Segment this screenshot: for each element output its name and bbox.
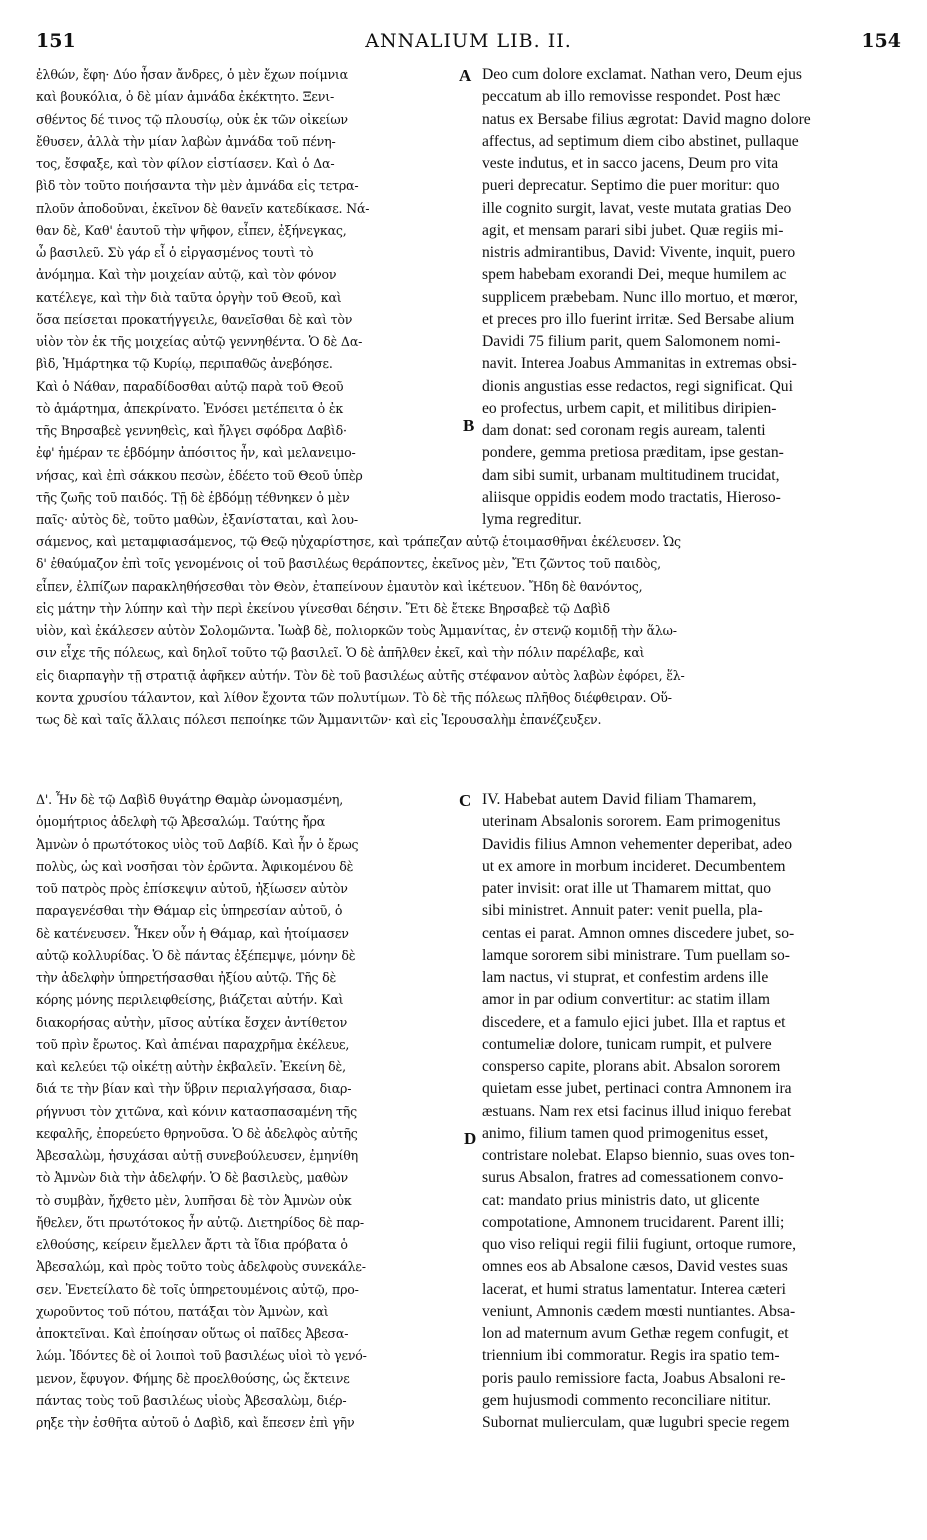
text-line: quietam esse jubet, pertinaci contra Amnonem ira <box>482 1080 792 1098</box>
text-line: et preces pro illo fuerint irritæ. Sed Bersabe alium <box>482 310 795 328</box>
text-line: τὸ Ἀμνὼν διὰ τὴν ἀδελφήν. Ὁ δὲ βασιλεὺς, μαθὼν <box>36 1170 348 1186</box>
text-line: natus ex Bersabe filius ægrotat: David magno dolore <box>482 110 811 128</box>
text-line: veste indutus, et in sacco jacens, Deum pro vita <box>482 155 779 172</box>
text-line: θαν δὲ, Καθ' ἑαυτοῦ τὴν ψῆφον, εἶπεν, ἐξήνεγκας, <box>36 222 347 238</box>
text-line: μενον, ἔφυγον. Φήμης δὲ προελθούσης, ὡς ἔκτεινε <box>36 1370 350 1386</box>
text-line: Davidi 75 filium parit, quem Salomonem nomi- <box>482 333 781 350</box>
text-line: cat: mandato prius ministris dato, ut glicente <box>482 1191 760 1209</box>
text-line: τὸ ἁμάρτημα, ἀπεκρίνατο. Ἐνόσει μετέπειτα ὁ ἐκ <box>36 400 344 416</box>
latin-column-bottom <box>482 789 910 1434</box>
text-line: κοντα χρυσίου τάλαντον, καὶ λίθον ἔχοντα τῶν πολυτίμων. Τὸ δὲ τῆς πόλεως πλῆθος διέφθειραν. Οὕ- <box>36 689 672 705</box>
text-line: dam sibi sumit, urbanam multitudinem trucidat, <box>482 466 780 484</box>
text-line: τοῦ πρὶν ἔρωτος. Καὶ ἀπιέναι παραχρῆμα ἐκέλευε, <box>36 1036 350 1052</box>
text-line: sibi ministret. Annuit pater: venit puella, pla- <box>482 902 763 920</box>
greek-column-top <box>36 64 454 531</box>
text-line: uterinam Absalonis sororem. Eam primogenitus <box>482 813 781 831</box>
page-header <box>36 30 901 54</box>
text-line: πάντας τοὺς τοῦ βασιλέως υἱοὺς Ἀβεσαλὼμ, διέρ- <box>36 1392 347 1408</box>
text-line: nistris admirantibus, David: Vivente, inquit, puero <box>482 244 796 261</box>
text-line: εἰς διαρπαγὴν τῇ στρατιᾷ ἀφῆκεν αὐτήν. Τὸν δὲ τοῦ βασιλέως αὐτῆς στέφανον αὐτὸς λαβὼν ἐφόρει, ἕλ- <box>36 667 685 683</box>
text-line: τὴν ἀδελφὴν ὑπηρετήσασθαι ἠξίου αὐτῷ. Τῆς δὲ <box>36 970 337 985</box>
text-line: ὅσα πείσεται προκατήγγειλε, θανεῖσθαι δὲ καὶ τὸν <box>36 311 353 327</box>
text-line: κατέλεγε, καὶ τὴν διὰ ταῦτα ὀργὴν τοῦ Θεοῦ, καὶ <box>36 289 342 305</box>
text-line: IV. Habebat autem David filiam Thamarem, <box>482 791 757 808</box>
text-line: animo, filium tamen quod primogenitus esset, <box>482 1124 769 1142</box>
text-line: ille cognito surgit, lavat, veste mutata gratias Deo <box>482 199 792 217</box>
text-line: σάμενος, καὶ μεταμφιασάμενος, τῷ Θεῷ ηὐχαρίστησε, καὶ τράπεζαν αὐτῷ ἑτοιμασθῆναι ἐκέλευσεν. Ὡς <box>36 534 681 549</box>
text-line: lam nactus, vi stuprat, et confestim ardens ille <box>482 969 769 986</box>
text-line: εἶπεν, ἐλπίζων παρακληθήσεσθαι τὸν Θεὸν, ἐταπείνουν ἐμαυτὸν καὶ ἱκέτευον. Ἤδη δὲ θανόντος, <box>36 578 643 594</box>
text-line: peccatum ab illo removisse respondet. Post hæc <box>482 88 781 106</box>
text-line: Δ'. Ἦν δὲ τῷ Δαβὶδ θυγάτηρ Θαμὰρ ὠνομασμένη, <box>36 792 344 807</box>
text-line: διά τε τὴν βίαν καὶ τὴν ὕβριν περιαλγήσασα, διαρ- <box>36 1081 352 1097</box>
text-line: Ἀβεσαλὼμ, ἡσυχάσαι αὐτῇ συνεβούλευσεν, ἐμηνίθη <box>36 1148 359 1163</box>
text-line: υἱὸν τὸν ἐκ τῆς μοιχείας αὐτῷ γεννηθέντα. Ὁ δὲ Δα- <box>36 334 363 349</box>
text-line: ρηξε τὴν ἐσθῆτα αὐτοῦ ὁ Δαβὶδ, καὶ ἔπεσεν ἐπὶ γῆν <box>36 1415 355 1430</box>
text-line: discedere, et a famulo ejici jubet. Illa et raptus et <box>482 1013 786 1031</box>
text-line: dionis angustias esse redactos, regi significat. Qui <box>482 377 793 395</box>
latin-column-top <box>482 64 910 531</box>
text-line: βὶδ τὸν τοῦτο ποιήσαντα τὴν μὲν ἀμνάδα εἰς τετρα- <box>36 178 359 194</box>
text-line: βὶδ, Ἡμάρτηκα τῷ Κυρίῳ, περιπαθῶς ἀνεβόησε. <box>36 356 333 372</box>
text-line: δὲ κατένευσεν. Ἧκεν οὖν ἡ Θάμαρ, καὶ ἡτοίμασεν <box>36 925 349 941</box>
text-line: contumeliæ dolore, tunicam rumpit, et pulvere <box>482 1035 772 1053</box>
text-line: υἱὸν, καὶ ἐκάλεσεν αὐτὸν Σολομῶντα. Ἰωὰβ δὲ, πολιορκῶν τοὺς Ἀμμανίτας, ἐν στενῷ κομιδῇ τὴν ἅλω- <box>36 623 677 638</box>
text-line: compotatione, Amnonem trucidarent. Parent illi; <box>482 1213 785 1231</box>
text-line: navit. Interea Joabus Ammanitas in extremas obsi- <box>482 355 797 373</box>
text-line: lamque sororem sibi ministrare. Tum puellam so- <box>482 946 790 964</box>
greek-full-width-block <box>36 531 910 731</box>
text-line: δ' ἐθαύμαζον ἐπὶ τοῖς γενομένοις οἱ τοῦ βασιλέως θεράποντες, ἐκεῖνος μὲν, Ἔτι ζῶντος τοῦ παιδὸς, <box>36 556 661 572</box>
text-line: pater invisit: orat ille ut Thamarem mittat, quo <box>482 880 771 897</box>
text-line: ελθούσης, κείρειν ἔμελλεν ἄρτι τὰ ἴδια πρόβατα ὁ <box>36 1237 348 1252</box>
text-line: ut ex amore in morbum incideret. Decumbentem <box>482 857 786 875</box>
text-line: πολὺς, ὡς καὶ νοσῆσαι τὸν ἐρῶντα. Ἀφικομένου δὲ <box>36 858 354 874</box>
text-line: τοῦ πατρὸς πρὸς ἐπίσκεψιν αὐτοῦ, ἠξίωσεν αὐτὸν <box>36 881 348 896</box>
text-line: διακορήσας αὐτὴν, μῖσος αὐτίκα ἔσχεν ἀντίθετον <box>36 1014 348 1030</box>
text-line: ἐφ' ἡμέραν τε ἑβδόμην ἀπόσιτος ἦν, καὶ μελανειμο- <box>36 445 356 461</box>
text-line: æstuans. Nam rex etsi facinus illud iniquo ferebat <box>482 1102 792 1120</box>
text-line: ἀνόμημα. Καὶ τὴν μοιχείαν αὐτῷ, καὶ τὸν φόνον <box>36 267 337 283</box>
margin-letter-c: C <box>459 791 472 810</box>
text-line: τῆς ζωῆς τοῦ παιδός. Τῇ δὲ ἑβδόμῃ τέθνηκεν ὁ μὲν <box>36 489 350 505</box>
text-line: Subornat mulierculam, quæ lugubri specie regem <box>482 1414 790 1431</box>
text-line: Ἀμνὼν ὁ πρωτότοκος υἱὸς τοῦ Δαβίδ. Καὶ ἦν ὁ ἔρως <box>36 836 359 852</box>
text-line: σεν. Ἐνετείλατο δὲ τοῖς ὑπηρετουμένοις αὐτῷ, προ- <box>36 1281 359 1297</box>
text-line: supplicem præbebam. Nunc illo mortuo, et mœror, <box>482 288 798 306</box>
text-line: ἔθυσεν, ἀλλὰ τὴν μίαν λαβὼν ἀμνάδα τοῦ πένη- <box>36 133 336 149</box>
text-line: dam donat: sed coronam regis auream, talenti <box>482 422 766 439</box>
text-line: καὶ κελεύει τῷ οἰκέτῃ αὐτὴν ἐκβαλεῖν. Ἐκείνη δὲ, <box>36 1059 346 1074</box>
text-line: πλοῦν ἀποδοῦναι, ἐκεῖνον δὲ θανεῖν κατεδίκασε. Νά- <box>36 200 370 216</box>
text-line: ρήγνυσι τὸν χιτῶνα, καὶ κόνιν κατασπασαμένη τῆς <box>36 1103 357 1119</box>
text-line: veniunt, Amnonis cædem mœsti nuntiantes. Absa- <box>482 1302 796 1320</box>
text-line: Deo cum dolore exclamat. Nathan vero, Deum ejus <box>482 66 802 83</box>
text-line: lacerat, et humi stratus lamentatur. Interea cæteri <box>482 1280 786 1298</box>
text-line: pondere, gemma pretiosa præditam, ipse gestan- <box>482 444 784 462</box>
text-line: ὦ βασιλεῦ. Σὺ γάρ εἶ ὁ εἰργασμένος τουτὶ τὸ <box>36 245 314 260</box>
text-line: poris paulo remissiore facta, Joabus Absaloni re- <box>482 1369 786 1387</box>
text-line: agit, et mensam parari sibi jubet. Quæ regiis mi- <box>482 221 784 239</box>
text-line: εἰς μάτην τὴν λύπην καὶ τὴν περὶ ἐκείνου γίνεσθαι δέησιν. Ἔτι δὲ ἔτεκε Βηρσαβεὲ τῷ Δαβὶδ <box>36 600 610 616</box>
text-line: contristare nolebat. Elapso biennio, suas oves ton- <box>482 1147 795 1164</box>
text-line: σθέντος δέ τινος τῷ πλουσίῳ, οὐκ ἐκ τῶν οἰκείων <box>36 111 348 127</box>
margin-letter-b: B <box>463 416 475 435</box>
text-line: centas ei parat. Amnon omnes discedere jubet, so- <box>482 924 795 942</box>
greek-column-bottom <box>36 789 454 1434</box>
text-line: αὐτῷ κολλυρίδας. Ὁ δὲ πάντας ἐξέπεμψε, μόνην δὲ <box>36 947 356 963</box>
text-line: παῖς· αὐτὸς δὲ, τοῦτο μαθὼν, ἐξανίσταται, καὶ λου- <box>36 512 358 527</box>
text-line: τὸ συμβὰν, ἤχθετο μὲν, λυπῆσαι δὲ τὸν Ἀμνὼν οὐκ <box>36 1192 352 1208</box>
margin-letter-d: D <box>464 1129 477 1148</box>
text-line: ἀποκτεῖναι. Καὶ ἐποίησαν οὕτως οἱ παῖδες Ἀβεσα- <box>36 1326 349 1341</box>
text-line: τος, ἔσφαξε, καὶ τὸν φίλον εἱστίασεν. Καὶ ὁ Δα- <box>36 156 335 171</box>
text-line: lyma regreditur. <box>482 511 582 528</box>
text-line: surus Absalon, fratres ad comessationem convo- <box>482 1169 784 1187</box>
text-line: lon ad maternum avum Gethæ regem confugit, et <box>482 1325 789 1342</box>
text-line: ὁμομήτριος ἀδελφὴ τῷ Ἀβεσαλώμ. Ταύτης ἤρα <box>36 814 326 830</box>
text-line: τῆς Βηρσαβεὲ γεννηθεὶς, καὶ ἤλγει σφόδρα Δαβὶδ· <box>36 423 347 438</box>
text-line: pueri deprecatur. Septimo die puer moritur: quo <box>482 177 780 195</box>
text-line: affectus, ad septimum diem cibo abstinet, pullaque <box>482 132 799 150</box>
text-line: aliisque oppidis eodem modo tractatis, Hieroso- <box>482 488 781 506</box>
text-line: ἐλθών, ἔφη· Δύο ἦσαν ἄνδρες, ὁ μὲν ἔχων ποίμνια <box>36 67 348 82</box>
page-number-right: 154 <box>861 30 901 52</box>
text-line: ἤθελεν, ὅτι πρωτότοκος ἦν αὐτῷ. Διετηρίδος δὲ παρ- <box>36 1214 364 1230</box>
text-line: Ἀβεσαλώμ, καὶ πρὸς τοῦτο τοὺς ἀδελφοὺς συνεκάλε- <box>36 1259 366 1275</box>
text-line: spem habebam exorandi Dei, meque humilem ac <box>482 266 787 284</box>
text-line: quo viso reliqui regii filii fugiunt, ortoque rumore, <box>482 1236 796 1253</box>
text-line: Καὶ ὁ Νάθαν, παραδίδοσθαι αὐτῷ παρὰ τοῦ Θεοῦ <box>36 378 344 394</box>
text-line: consperso capite, plorans abit. Absalon sororem <box>482 1058 781 1075</box>
text-line: κεφαλῆς, ἐπορεύετο θρηνοῦσα. Ὁ δὲ ἀδελφὸς αὐτῆς <box>36 1125 358 1141</box>
text-line: καὶ βουκόλια, ὁ δὲ μίαν ἀμνάδα ἐκέκτητο. Ξενι- <box>36 89 335 105</box>
text-line: σιν εἶχε τῆς πόλεως, καὶ δηλοῖ τοῦτο τῷ βασιλεῖ. Ὁ δὲ ἀπῆλθεν ἐκεῖ, καὶ τὴν πόλιν παρέλαβε, καὶ <box>36 645 645 661</box>
text-line: κόρης μόνης περιλειφθείσης, βιάζεται αὐτήν. Καὶ <box>36 992 344 1008</box>
page-number-left: 151 <box>36 30 76 52</box>
text-line: gem hujusmodi commento reconciliare nititur. <box>482 1391 771 1409</box>
text-line: παραγενέσθαι τὴν Θάμαρ εἰς ὑπηρεσίαν αὐτοῦ, ὁ <box>36 903 343 919</box>
text-line: λώμ. Ἰδόντες δὲ οἱ λοιποὶ τοῦ βασιλέως υἱοὶ τὸ γενό- <box>36 1348 367 1364</box>
text-line: triennium ibi commoratur. Regis ira spatio tem- <box>482 1347 780 1365</box>
text-line: νήσας, καὶ ἐπὶ σάκκου πεσὼν, ἐδέετο τοῦ Θεοῦ ὑπὲρ <box>36 467 363 483</box>
text-line: eo profectus, urbem capit, et militibus diripien- <box>482 399 777 417</box>
text-line: omnes eos ab Absalone cæsos, David vestes suas <box>482 1258 788 1276</box>
running-title: ANNALIUM LIB. II. <box>365 30 572 52</box>
text-line: χωροῦντος τοῦ πότου, πατάξαι τὸν Ἀμνὼν, καὶ <box>36 1303 329 1319</box>
text-line: τως δὲ καὶ ταῖς ἄλλαις πόλεσι πεποίηκε τῶν Ἀμμανιτῶν· καὶ εἰς Ἱερουσαλὴμ ἐπανέζευξεν. <box>36 712 602 727</box>
text-line: Davidis filius Amnon vehementer deperibat, adeo <box>482 835 793 853</box>
margin-letter-a: A <box>459 66 472 85</box>
text-line: amor in par odium convertitur: ac statim illam <box>482 991 770 1009</box>
